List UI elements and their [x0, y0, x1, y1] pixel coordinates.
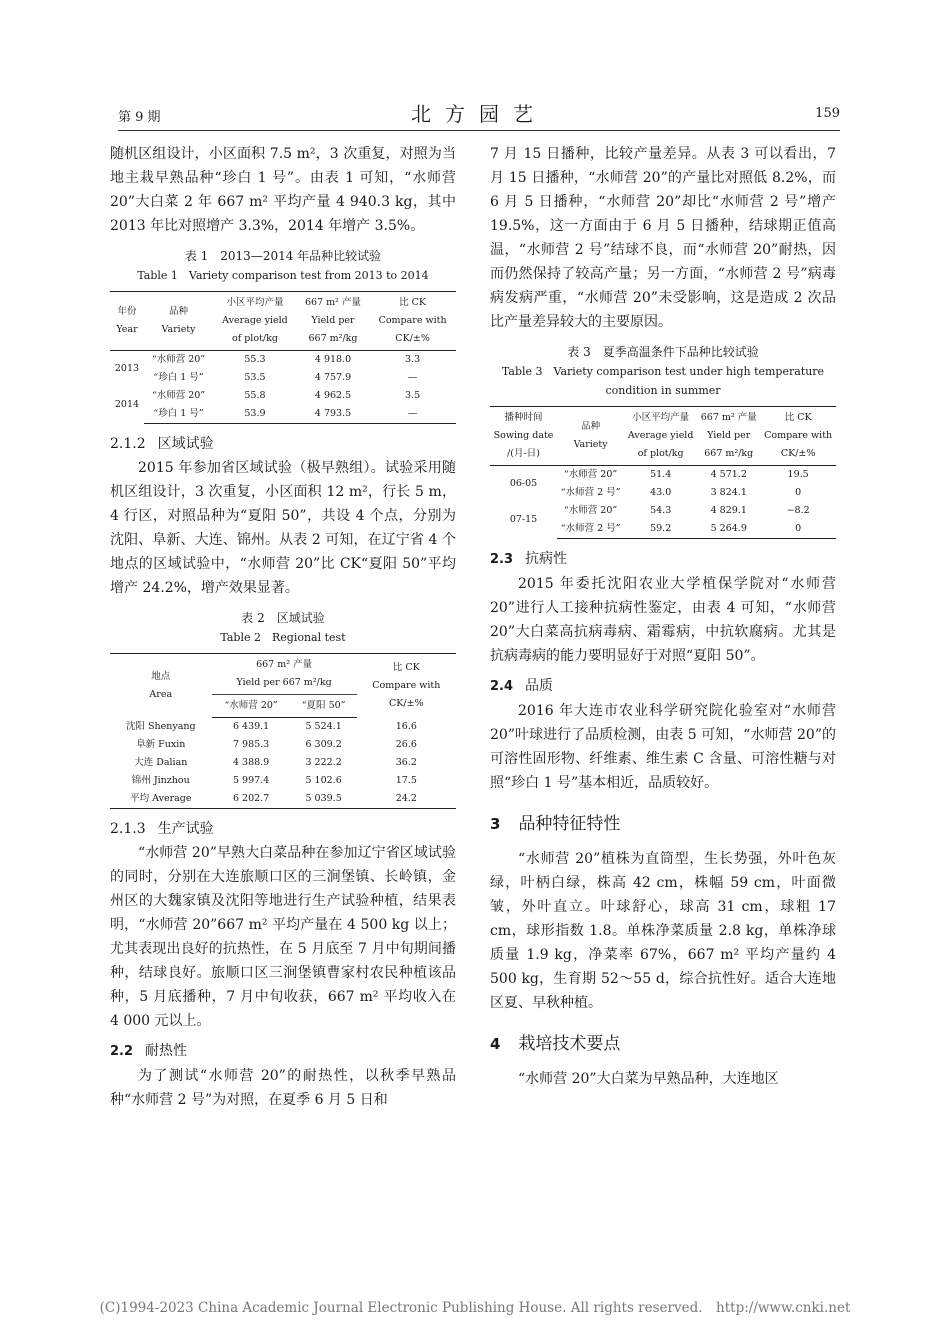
section-2-3-heading: 2.3 抗病性: [490, 551, 568, 567]
table3-header-variety: 品种 Variety: [557, 407, 624, 466]
table3: [490, 406, 836, 539]
table-row: 06-05 “水师营 20” 51.4 4 571.2 19.5: [509, 469, 809, 489]
table3-caption-en: Table 3 Variety comparison test under high temperature condition in summer: [501, 365, 825, 397]
table-row: “珍白 1 号” 53.5 4 757.9 —: [153, 372, 418, 383]
section-4-heading: 4 栽培技术要点: [490, 1034, 621, 1054]
cultivation-paragraph: “水师营 20”大白菜为早熟品种，大连地区: [518, 1071, 779, 1087]
heat-paragraph-continued: 7 月 15 日播种，比较产量差异。从表 3 可以看出，7 月 15 日播种，“水师营 20”的产量比对照低 8.2%，而 6 月 5 日播种，“水师营 20”却比“水师营 2 号”增产 19.5%，这一方面由于 6 月 5 日播种，结球期正值高温，“水师营 2 号”结球不良，而“水师营 20”耐热，因而仍然保持了较高产量；另一方面，“水师营 2 号”病毒病发病严重，“水师营 20”未受影响，这是造成 2 次品比产量差异较大的主要原因。: [490, 146, 836, 330]
table2-caption: 表 2 区域试验: [241, 611, 325, 625]
intro-paragraph: 随机区组设计，小区面积 7.5 m²，3 次重复，对照为当地主栽早熟品种“珍白 1 号”。由表 1 可知，“水师营 20”大白菜 2 年 667 m² 平均产量 4 940.3 kg，其中 2013 年比对照增产 3.3%，2014 年增产 3.5%。: [110, 146, 456, 234]
table-row: 沈阳 Shenyang 6 439.1 5 524.1 16.6: [125, 720, 417, 732]
table1: [110, 291, 456, 424]
table-row: 2013 “水师营 20” 55.3 4 918.0 3.3: [114, 354, 421, 374]
header-divider: [118, 130, 840, 131]
table-row: 07-15 “水师营 20” 54.3 4 829.1 −8.2: [509, 505, 810, 526]
section-2-1-2-heading: 2.1.2 区域试验: [110, 436, 214, 452]
table3-header-date: 播种时间 Sowing date /(月-日): [490, 407, 557, 466]
table-row: 平均 Average 6 202.7 5 039.5 24.2: [110, 790, 456, 809]
heat-paragraph: 为了测试“水师营 20”的耐热性，以秋季早熟品种“水师营 2 号”为对照，在夏季 6 月 5 日和: [110, 1068, 456, 1108]
section-2-4-heading: 2.4 品质: [490, 678, 554, 694]
table2-header-v2: “夏阳 50”: [291, 695, 357, 718]
table2-header-area: 地点 Area: [110, 654, 212, 718]
table1-header-ck: 比 CK Compare with CK/±%: [369, 292, 456, 351]
quality-paragraph: 2016 年大连市农业科学研究院化验室对“水师营 20”叶球进行了品质检测，由表 5 可知，“水师营 20”的可溶性固形物、纤维素、维生素 C 含量、可溶性糖与对照“珍白 1 号”基本相近，品质较好。: [490, 703, 836, 791]
copyright-footer: (C)1994-2023 China Academic Journal Electronic Publishing House. All rights reserved. http://www.cnki.net: [99, 1300, 851, 1316]
table1-header-yield: 667 m² 产量 Yield per 667 m²/kg: [297, 292, 369, 351]
table2-header-v1: “水师营 20”: [212, 695, 291, 718]
disease-paragraph: 2015 年委托沈阳农业大学植保学院对“水师营 20”进行人工接种抗病性鉴定，由表 4 可知，“水师营 20”大白菜高抗病毒病、霜霉病，中抗软腐病。尤其是抗病毒病的能力要明显好于对照“夏阳 50”。: [490, 576, 836, 664]
table2-header-yield: 667 m² 产量 Yield per 667 m²/kg: [212, 654, 357, 695]
table1-header-variety: 品种 Variety: [144, 292, 213, 351]
table1-caption: 表 1 2013—2014 年品种比较试验: [184, 249, 382, 263]
table3-header-ck: 比 CK Compare with CK/±%: [760, 407, 836, 466]
table-row: 大连 Dalian 4 388.9 3 222.2 36.2: [134, 757, 417, 768]
table-row: “珍白 1 号” 53.9 4 793.5 —: [110, 405, 456, 424]
table-row: “水师营 2 号” 43.0 3 824.1 0: [560, 487, 802, 498]
table3-caption: 表 3 夏季高温条件下品种比较试验: [567, 345, 759, 359]
table2-caption-en: Table 2 Regional test: [220, 631, 346, 644]
table2: [110, 653, 456, 809]
production-paragraph: “水师营 20”早熟大白菜品种在参加辽宁省区域试验的同时，分别在大连旅顺口区的三涧堡镇、长岭镇，金州区的大魏家镇及沈阳等地进行生产试验种植，结果表明，“水师营 20”667 m² 平均产量在 4 500 kg 以上；尤其表现出良好的抗热性，在 5 月底至 7 月中旬期间播种，结球良好。旅顺口区三涧堡镇曹家村农民种植该品种，5 月底播种，7 月中旬收获，667 m² 平均收入在 4 000 元以上。: [110, 845, 456, 1029]
table-row: 2014 “水师营 20” 55.8 4 962.5 3.5: [114, 390, 421, 411]
table3-header-yield: 667 m² 产量 Yield per 667 m²/kg: [697, 407, 760, 466]
table-row: 阜新 Fuxin 7 985.3 6 309.2 26.6: [136, 739, 417, 750]
regional-paragraph: 2015 年参加省区域试验（极早熟组）。试验采用随机区组设计，3 次重复，小区面积 12 m²，行长 5 m，4 行区，对照品种为“夏阳 50”，共设 4 个点，分别为沈阳、阜新、大连、锦州。从表 2 可知，在辽宁省 4 个地点的区域试验中，“水师营 20”比 CK“夏阳 50”平均增产 24.2%，增产效果显著。: [110, 460, 456, 596]
journal-title: 北方园艺: [411, 102, 547, 126]
table2-header-ck: 比 CK Compare with CK/±%: [357, 654, 456, 718]
table1-header-plot: 小区平均产量 Average yield of plot/kg: [213, 292, 297, 351]
issue-number: 第 9 期: [118, 110, 161, 125]
table-row: 锦州 Jinzhou 5 997.4 5 102.6 17.5: [131, 775, 417, 786]
table3-header-plot: 小区平均产量 Average yield of plot/kg: [624, 407, 697, 466]
page-number: 159: [815, 106, 840, 121]
table1-caption-en: Table 1 Variety comparison test from 2013 to 2014: [137, 269, 429, 282]
section-2-1-3-heading: 2.1.3 生产试验: [110, 821, 214, 837]
page-header: [118, 96, 840, 130]
left-column: [110, 142, 456, 1112]
table1-header-year: 年份 Year: [110, 292, 144, 351]
section-2-2-heading: 2.2 耐热性: [110, 1043, 188, 1059]
section-3-heading: 3 品种特征特性: [490, 814, 621, 834]
table-row: “水师营 2 号” 59.2 5 264.9 0: [490, 520, 836, 539]
right-column: [490, 142, 836, 1091]
traits-paragraph: “水师营 20”植株为直筒型，生长势强，外叶色灰绿，叶柄白绿，株高 42 cm，株幅 59 cm，叶面微皱，外叶直立。叶球舒心，球高 31 cm，球粗 17 cm，球形指数 1.8。单株净菜质量 2.8 kg，单株净球质量 1.9 kg，净菜率 67%，667 m² 平均产量约 4 500 kg，生育期 52～55 d，综合抗性好。适合大连地区夏、早秋种植。: [490, 851, 836, 1011]
